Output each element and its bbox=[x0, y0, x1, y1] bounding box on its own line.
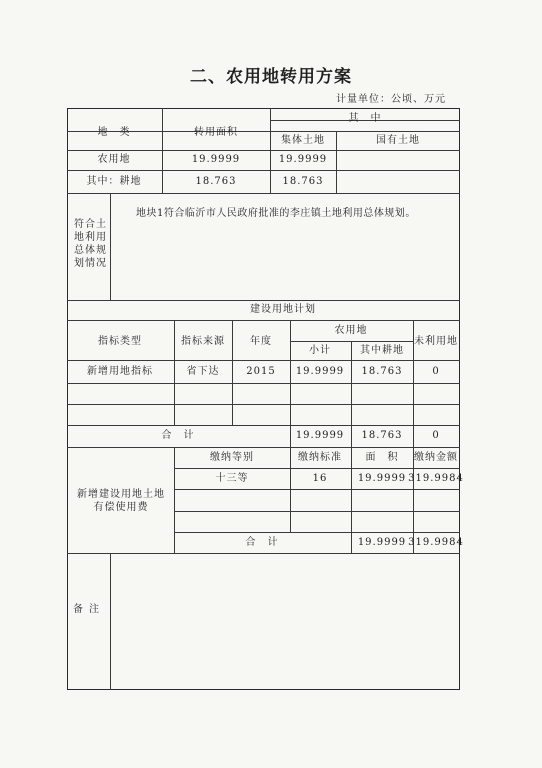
cultivated-header: 其中耕地 bbox=[360, 345, 404, 356]
cultivated-value: 18.763 bbox=[361, 366, 403, 377]
row-divider bbox=[174, 489, 460, 490]
fee-amount-value: 319.9984 bbox=[408, 473, 464, 484]
column-divider bbox=[290, 447, 291, 532]
unused-value: 0 bbox=[432, 366, 440, 377]
convert-area-header: 转用面积 bbox=[194, 127, 238, 138]
construction-plan-title: 建设用地计划 bbox=[250, 304, 316, 315]
row-divider bbox=[174, 511, 460, 512]
subtotal-value: 19.9999 bbox=[295, 366, 345, 377]
section3-total-label: 合 计 bbox=[245, 537, 279, 548]
section2-total-subtotal: 19.9999 bbox=[295, 430, 345, 441]
column-divider bbox=[270, 108, 271, 193]
subtotal-header: 小计 bbox=[309, 345, 331, 356]
row-divider bbox=[67, 425, 460, 426]
column-divider bbox=[290, 320, 291, 447]
row-divider bbox=[67, 404, 460, 405]
measurement-unit: 计量单位：公顷、万元 bbox=[336, 94, 446, 105]
collective-land-header: 集体土地 bbox=[281, 135, 325, 146]
year-header: 年度 bbox=[250, 336, 272, 347]
indicator-type-value: 新增用地指标 bbox=[87, 366, 153, 377]
fee-grade-value: 十三等 bbox=[215, 473, 249, 484]
fee-amount-header: 缴纳金额 bbox=[414, 452, 458, 463]
state-land-header: 国有土地 bbox=[376, 135, 420, 146]
row-divider bbox=[67, 447, 460, 448]
column-divider bbox=[232, 320, 233, 425]
agricultural-land-header: 农用地 bbox=[334, 325, 368, 336]
row-divider bbox=[67, 320, 460, 321]
land-use-fee-label: 新增建设用地土地 有偿使用费 bbox=[77, 489, 165, 513]
column-divider bbox=[110, 553, 111, 690]
land-conversion-table bbox=[67, 108, 460, 690]
fee-area-value: 19.9999 bbox=[357, 473, 407, 484]
plan-compliance-label: 符合土 地利用 总体规 划情况 bbox=[74, 219, 107, 269]
row-divider bbox=[67, 193, 460, 194]
row-label-cultivated: 其中：耕地 bbox=[86, 176, 142, 187]
fee-standard-header: 缴纳标准 bbox=[298, 452, 342, 463]
column-divider bbox=[162, 108, 163, 193]
section2-total-label: 合 计 bbox=[161, 430, 195, 441]
section3-total-area: 19.9999 bbox=[357, 537, 407, 548]
indicator-source-value: 省下达 bbox=[186, 366, 220, 377]
fee-area-header: 面 积 bbox=[365, 452, 399, 463]
section2-total-cultivated: 18.763 bbox=[361, 430, 403, 441]
fee-grade-header: 缴纳等别 bbox=[210, 452, 254, 463]
column-divider bbox=[174, 320, 175, 425]
indicator-type-header: 指标类型 bbox=[98, 336, 142, 347]
row-divider bbox=[67, 553, 460, 554]
agricultural-area: 19.9999 bbox=[191, 154, 241, 165]
year-value: 2015 bbox=[246, 366, 276, 377]
row-divider bbox=[67, 383, 460, 384]
row-divider bbox=[67, 170, 460, 171]
section2-total-unused: 0 bbox=[432, 430, 440, 441]
row-divider bbox=[67, 300, 460, 301]
column-divider bbox=[336, 131, 337, 193]
unused-land-header: 未利用地 bbox=[414, 336, 458, 347]
row-label-agricultural: 农用地 bbox=[97, 154, 131, 165]
fee-standard-value: 16 bbox=[312, 473, 328, 484]
plan-compliance-text: 地块1符合临沂市人民政府批准的李庄镇土地利用总体规划。 bbox=[136, 208, 416, 219]
column-divider bbox=[174, 447, 175, 553]
section3-total-amount: 319.9984 bbox=[408, 537, 464, 548]
indicator-source-header: 指标来源 bbox=[181, 336, 225, 347]
row-divider bbox=[174, 532, 460, 533]
land-type-header: 地 类 bbox=[97, 127, 131, 138]
column-divider bbox=[351, 447, 352, 553]
column-divider bbox=[110, 193, 111, 300]
page-title: 二、农用地转用方案 bbox=[190, 67, 352, 87]
cultivated-area: 18.763 bbox=[195, 176, 237, 187]
row-divider bbox=[67, 150, 460, 151]
of-which-header: 其 中 bbox=[348, 113, 382, 124]
remarks-label: 备注 bbox=[73, 604, 105, 615]
row-divider bbox=[174, 468, 460, 469]
agricultural-collective: 19.9999 bbox=[278, 154, 328, 165]
cultivated-collective: 18.763 bbox=[282, 176, 324, 187]
column-divider bbox=[351, 341, 352, 447]
row-divider bbox=[67, 360, 460, 361]
